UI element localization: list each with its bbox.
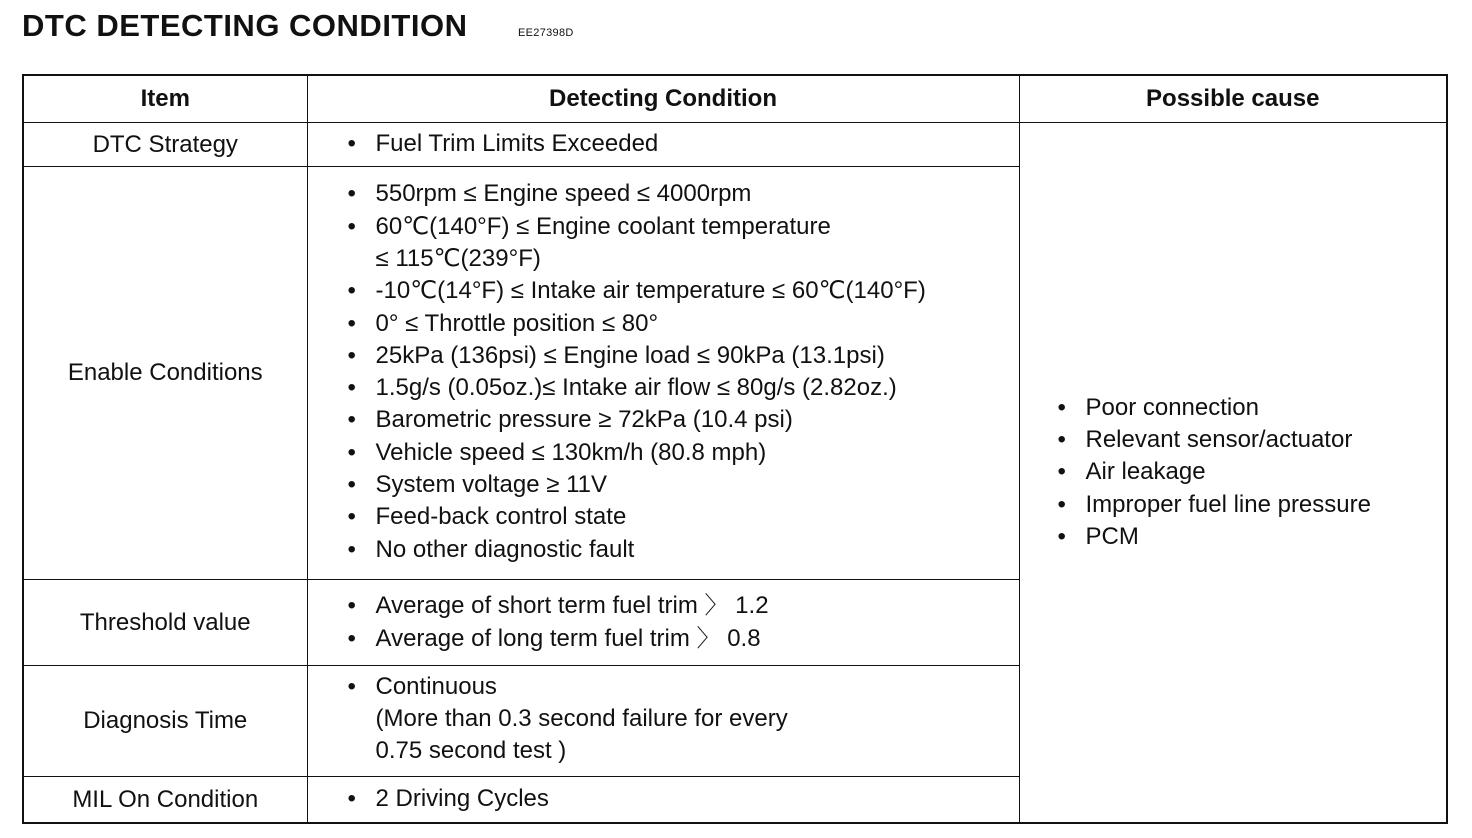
- dtc-condition-table: [22, 74, 1448, 824]
- condition-cell: [307, 123, 1019, 167]
- document-code: EE27398D: [518, 27, 574, 39]
- table-header-row: [23, 75, 1447, 123]
- header-possible-cause: Possible cause: [1019, 75, 1447, 123]
- table-row: [23, 123, 1447, 167]
- list-item: • PCM: [1058, 521, 1447, 553]
- list-item: • Average of short term fuel trim 〉 1.2: [348, 590, 1019, 622]
- list-item: • 60℃(140°F) ≤ Engine coolant temperature ≤ 115℃(239°F): [348, 211, 1019, 276]
- list-item: • Barometric pressure ≥ 72kPa (10.4 psi): [348, 404, 1019, 436]
- condition-cell: [307, 579, 1019, 666]
- condition-list: [348, 671, 1019, 768]
- condition-cell: [307, 666, 1019, 777]
- condition-cell: [307, 777, 1019, 823]
- row-item-label: Enable Conditions: [23, 167, 307, 580]
- list-item: • 550rpm ≤ Engine speed ≤ 4000rpm: [348, 178, 1019, 210]
- list-item: • Poor connection: [1058, 392, 1447, 424]
- cause-list: [1058, 392, 1447, 553]
- condition-list: [348, 590, 1019, 655]
- condition-list: [348, 783, 1019, 815]
- condition-cell: [307, 167, 1019, 580]
- condition-list: [348, 128, 1019, 160]
- list-item: • Vehicle speed ≤ 130km/h (80.8 mph): [348, 437, 1019, 469]
- list-item: • 25kPa (136psi) ≤ Engine load ≤ 90kPa (13.1psi): [348, 340, 1019, 372]
- list-item: • 1.5g/s (0.05oz.)≤ Intake air flow ≤ 80g/s (2.82oz.): [348, 372, 1019, 404]
- row-item-label: Threshold value: [23, 579, 307, 666]
- list-item: • Feed-back control state: [348, 501, 1019, 533]
- row-item-label: DTC Strategy: [23, 123, 307, 167]
- list-item: • 2 Driving Cycles: [348, 783, 1019, 815]
- list-item: • 0° ≤ Throttle position ≤ 80°: [348, 308, 1019, 340]
- list-item: • -10℃(14°F) ≤ Intake air temperature ≤ 60℃(140°F): [348, 275, 1019, 307]
- row-item-label: MIL On Condition: [23, 777, 307, 823]
- list-item: • Fuel Trim Limits Exceeded: [348, 128, 1019, 160]
- list-item: • Average of long term fuel trim 〉 0.8: [348, 623, 1019, 655]
- list-item: • Air leakage: [1058, 456, 1447, 488]
- possible-cause-cell: [1019, 123, 1447, 824]
- list-item: • Relevant sensor/actuator: [1058, 424, 1447, 456]
- row-item-label: Diagnosis Time: [23, 666, 307, 777]
- header-item: Item: [23, 75, 307, 123]
- list-item: • Improper fuel line pressure: [1058, 489, 1447, 521]
- list-item: • System voltage ≥ 11V: [348, 469, 1019, 501]
- list-item: • Continuous (More than 0.3 second failure for every 0.75 second test ): [348, 671, 1019, 768]
- list-item: • No other diagnostic fault: [348, 534, 1019, 566]
- condition-list: [348, 178, 1019, 566]
- header-detecting-condition: Detecting Condition: [307, 75, 1019, 123]
- page-title: DTC DETECTING CONDITION: [22, 8, 468, 43]
